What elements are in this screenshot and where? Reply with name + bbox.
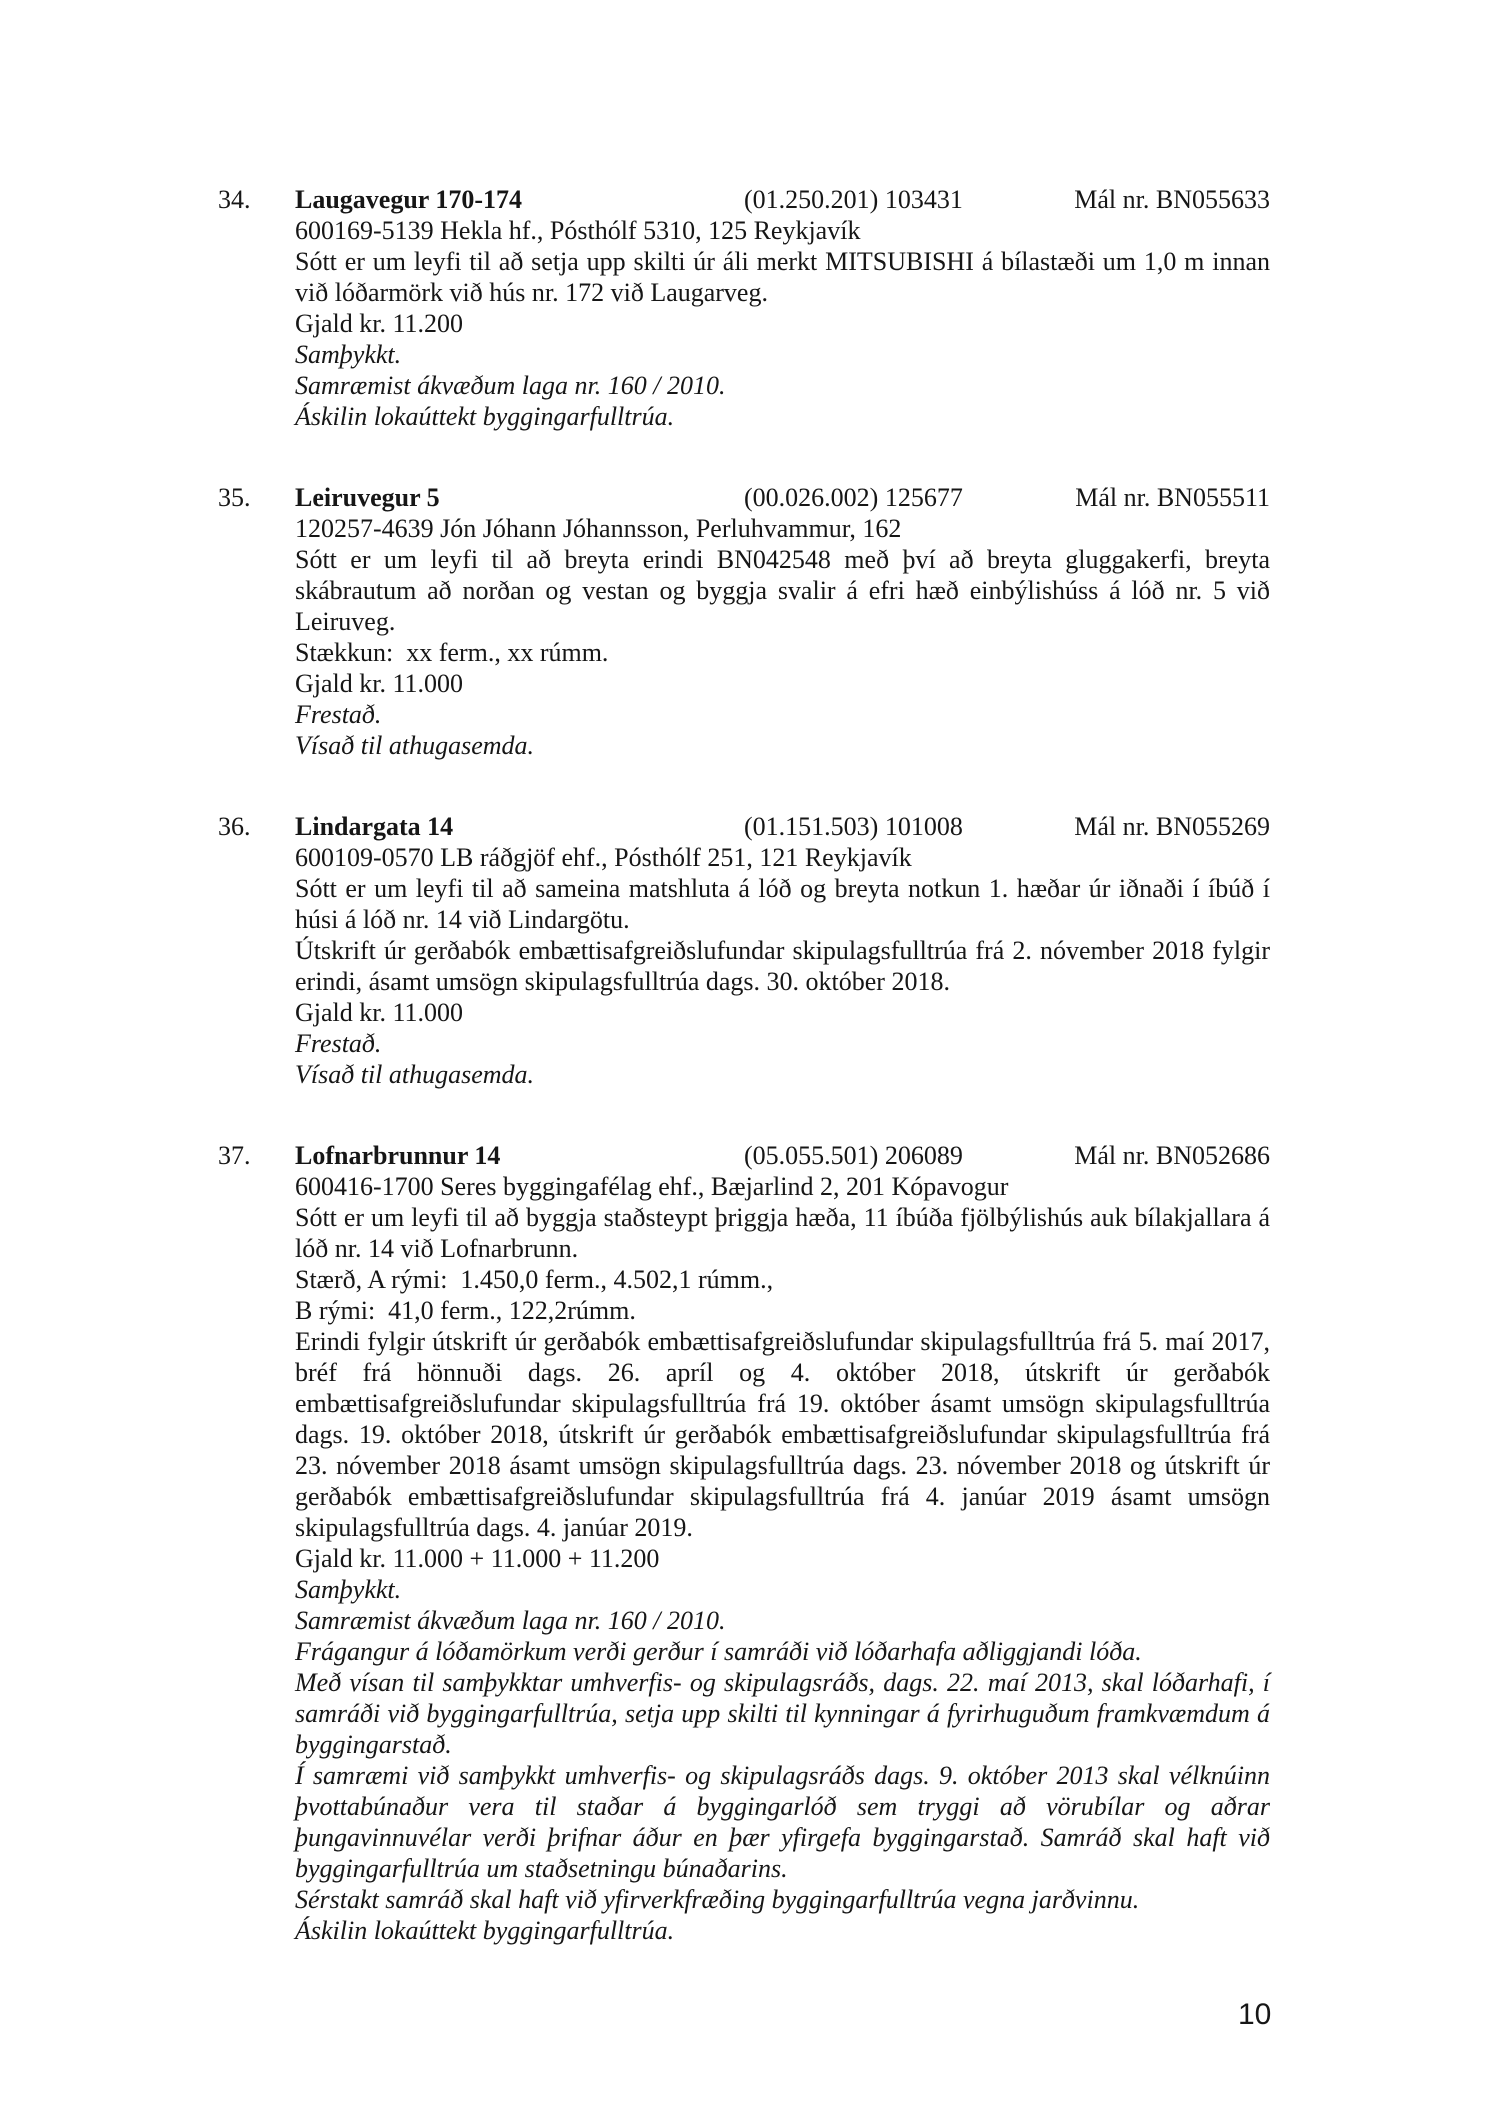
item-decision-line: Frestað. bbox=[295, 1029, 382, 1058]
item-paragraph: Sótt er um leyfi til að breyta erindi BN042548 með því að breyta gluggakerfi, breyta skábrautum að norðan og vestan og byggja svalir á efri hæð einbýlishúss á lóð nr. 5 við Leiruveg. bbox=[295, 545, 1270, 636]
item-body bbox=[295, 842, 1270, 1090]
item-number: 36. bbox=[218, 812, 251, 841]
agenda-item-35 bbox=[218, 482, 1270, 761]
item-parcel-id: (00.026.002) 125677 bbox=[744, 483, 963, 512]
item-body bbox=[295, 1171, 1270, 1946]
item-decision-line: Sérstakt samráð skal haft við yfirverkfræðing byggingarfulltrúa vegna jarðvinnu. bbox=[295, 1885, 1140, 1914]
item-case-number: Mál nr. BN055511 bbox=[1075, 483, 1270, 512]
item-body bbox=[295, 513, 1270, 761]
item-number: 35. bbox=[218, 483, 251, 512]
item-header bbox=[218, 811, 1270, 842]
agenda-item-37 bbox=[218, 1140, 1270, 1946]
item-case-number: Mál nr. BN052686 bbox=[1074, 1141, 1270, 1170]
item-decision-line: Samræmist ákvæðum laga nr. 160 / 2010. bbox=[295, 1606, 726, 1635]
agenda-items bbox=[218, 184, 1270, 1946]
item-paragraph: Erindi fylgir útskrift úr gerðabók embættisafgreiðslufundar skipulagsfulltrúa frá 5. maí 2017, bréf frá hönnuði dags. 26. apríl og 4. október 2018, útskrift úr gerðabók embættisafgreiðslufundar skipulagsfulltrúa frá 19. október ásamt umsögn skipulagsfulltrúa dags. 19. október 2018, útskrift úr gerðabók embættisafgreiðslufundar skipulagsfulltrúa frá 23. nóvember 2018 ásamt umsögn skipulagsfulltrúa dags. 23. nóvember 2018 og útskrift úr gerðabók embættisafgreiðslufundar skipulagsfulltrúa frá 4. janúar 2019 ásamt umsögn skipulagsfulltrúa dags. 4. janúar 2019. bbox=[295, 1327, 1270, 1542]
item-applicant: 600416-1700 Seres byggingafélag ehf., Bæjarlind 2, 201 Kópavogur bbox=[295, 1172, 1009, 1201]
agenda-item-34 bbox=[218, 184, 1270, 432]
item-parcel-id: (05.055.501) 206089 bbox=[744, 1141, 963, 1170]
item-decision-line: Áskilin lokaúttekt byggingarfulltrúa. bbox=[295, 1916, 675, 1945]
item-header bbox=[218, 1140, 1270, 1171]
item-address-title: Laugavegur 170-174 bbox=[295, 185, 523, 214]
item-size-line: Stærð, A rými: 1.450,0 ferm., 4.502,1 rúmm., bbox=[295, 1265, 774, 1294]
item-decision-line: Samþykkt. bbox=[295, 340, 402, 369]
agenda-item-36 bbox=[218, 811, 1270, 1090]
item-decision-line: Frestað. bbox=[295, 700, 382, 729]
item-decision-line: Vísað til athugasemda. bbox=[295, 731, 535, 760]
item-decision-line: Vísað til athugasemda. bbox=[295, 1060, 535, 1089]
page-number: 10 bbox=[1238, 1998, 1272, 2031]
item-fee-line: Gjald kr. 11.000 bbox=[295, 998, 464, 1027]
item-decision-line: Samþykkt. bbox=[295, 1575, 402, 1604]
item-decision-line: Áskilin lokaúttekt byggingarfulltrúa. bbox=[295, 402, 675, 431]
item-case-number: Mál nr. BN055269 bbox=[1074, 812, 1270, 841]
item-header bbox=[218, 184, 1270, 215]
item-address-title: Lindargata 14 bbox=[295, 812, 454, 841]
item-applicant: 600109-0570 LB ráðgjöf ehf., Pósthólf 251, 121 Reykjavík bbox=[295, 843, 912, 872]
item-parcel-id: (01.151.503) 101008 bbox=[744, 812, 963, 841]
item-size-line: Stækkun: xx ferm., xx rúmm. bbox=[295, 638, 609, 667]
item-paragraph: Sótt er um leyfi til að byggja staðsteypt þriggja hæða, 11 íbúða fjölbýlishús auk bílakjallara á lóð nr. 14 við Lofnarbrunn. bbox=[295, 1203, 1270, 1263]
item-paragraph: Sótt er um leyfi til að sameina matshluta á lóð og breyta notkun 1. hæðar úr iðnaði í íbúð í húsi á lóð nr. 14 við Lindargötu. bbox=[295, 874, 1270, 934]
item-fee-line: Gjald kr. 11.000 bbox=[295, 669, 464, 698]
item-number: 34. bbox=[218, 185, 251, 214]
item-applicant: 120257-4639 Jón Jóhann Jóhannsson, Perluhvammur, 162 bbox=[295, 514, 902, 543]
item-decision-line: Með vísan til samþykktar umhverfis- og skipulagsráðs, dags. 22. maí 2013, skal lóðarhafi, í samráði við byggingarfulltrúa, setja upp skilti til kynningar á fyrirhuguðum framkvæmdum á byggingarstað. bbox=[295, 1668, 1270, 1759]
item-paragraph: Sótt er um leyfi til að setja upp skilti úr áli merkt MITSUBISHI á bílastæði um 1,0 m innan við lóðarmörk við hús nr. 172 við Laugarveg. bbox=[295, 247, 1270, 307]
item-fee-line: Gjald kr. 11.000 + 11.000 + 11.200 bbox=[295, 1544, 660, 1573]
item-paragraph: Útskrift úr gerðabók embættisafgreiðslufundar skipulagsfulltrúa frá 2. nóvember 2018 fylgir erindi, ásamt umsögn skipulagsfulltrúa dags. 30. október 2018. bbox=[295, 936, 1270, 996]
item-decision-line: Samræmist ákvæðum laga nr. 160 / 2010. bbox=[295, 371, 726, 400]
item-decision-line: Í samræmi við samþykkt umhverfis- og skipulagsráðs dags. 9. október 2013 skal vélknúinn þvottabúnaður vera til staðar á byggingarlóð sem tryggi að vörubílar og aðrar þungavinnuvélar verði þrifnar áður en þær yfirgefa byggingarstað. Samráð skal haft við byggingarfulltrúa um staðsetningu búnaðarins. bbox=[295, 1761, 1270, 1883]
item-number: 37. bbox=[218, 1141, 251, 1170]
item-case-number: Mál nr. BN055633 bbox=[1074, 185, 1270, 214]
item-fee-line: Gjald kr. 11.200 bbox=[295, 309, 464, 338]
item-body bbox=[295, 215, 1270, 432]
item-parcel-id: (01.250.201) 103431 bbox=[744, 185, 963, 214]
item-decision-line: Frágangur á lóðamörkum verði gerður í samráði við lóðarhafa aðliggjandi lóða. bbox=[295, 1637, 1142, 1666]
item-applicant: 600169-5139 Hekla hf., Pósthólf 5310, 125 Reykjavík bbox=[295, 216, 861, 245]
item-size-line: B rými: 41,0 ferm., 122,2rúmm. bbox=[295, 1296, 636, 1325]
item-header bbox=[218, 482, 1270, 513]
item-address-title: Leiruvegur 5 bbox=[295, 483, 440, 512]
item-address-title: Lofnarbrunnur 14 bbox=[295, 1141, 501, 1170]
